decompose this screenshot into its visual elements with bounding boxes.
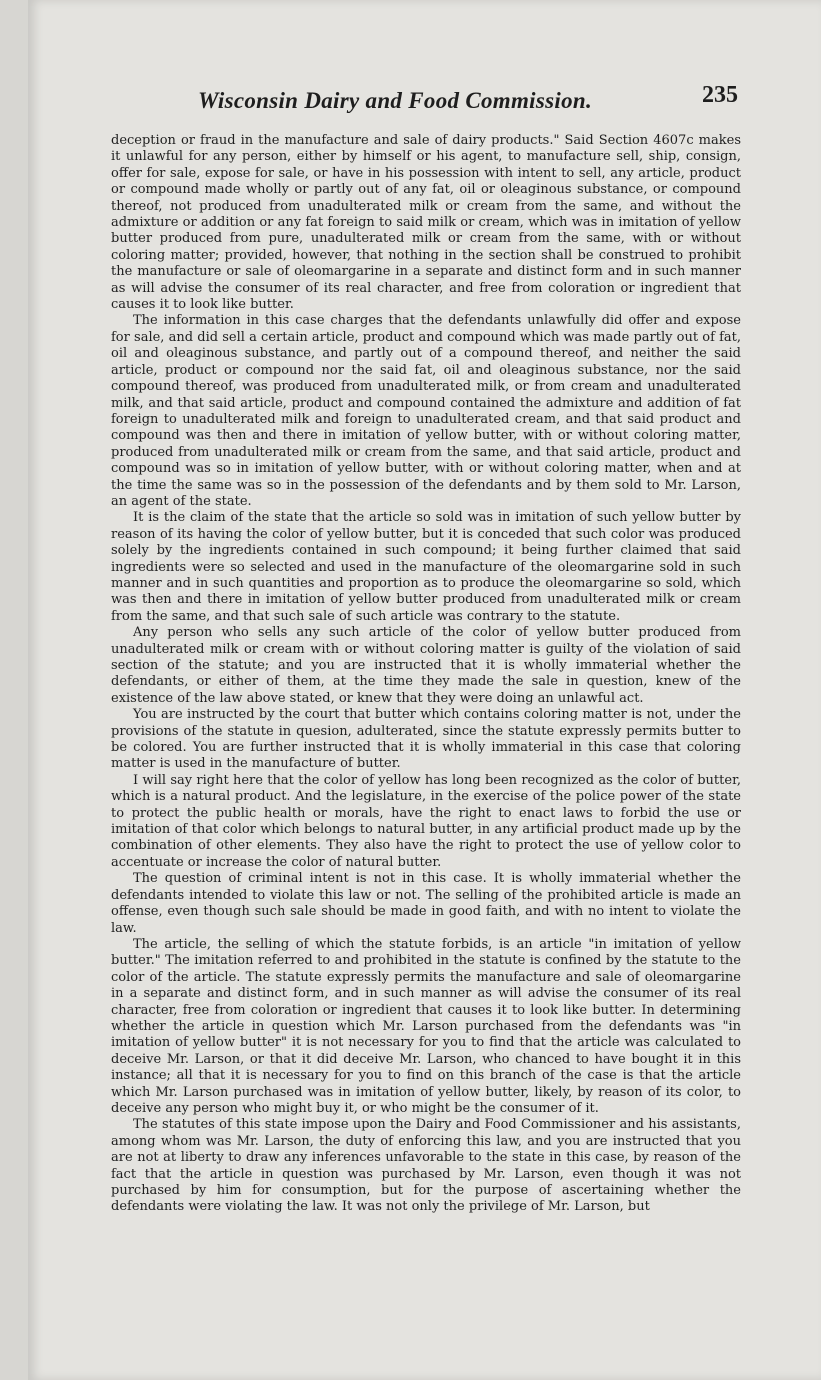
page-number: 235: [702, 82, 738, 108]
body-text: [111, 133, 741, 1216]
paragraph: The information in this case charges that the defendants unlawfully did offer and expose for sale, and did sell a certain article, product and compound which was made partly out of fat, oil and oleaginous substance, and partly out of a compound thereof, and neither the said article, product or compound nor the said fat, oil and oleaginous substance, nor the said compound thereof, was produced from unadulterated milk, or from cream and unadulterated milk, and that said article, product and compound contained the admixture and addition of fat foreign to unadulterated milk and foreign to unadulterated cream, and that said product and compound was then and there in imitation of yellow butter, with or without coloring matter, produced from unadulterated milk or cream from the same, and that said article, product and compound was so in imitation of yellow butter, with or without coloring matter, when and at the time the same was so in the possession of the defendants and by them sold to Mr. Larson, an agent of the state.: [111, 313, 741, 509]
paragraph: deception or fraud in the manufacture and sale of dairy products." Said Section 4607c makes it unlawful for any person, either by himself or his agent, to manufacture sell, ship, consign, offer for sale, expose for sale, or have in his possession with intent to sell, any article, product or compound made wholly or partly out of any fat, oil or oleaginous substance, or compound thereof, not produced from unadulterated milk or cream from the same, and without the admixture or addition or any fat foreign to said milk or cream, which was in imitation of yellow butter produced from pure, unadulterated milk or cream from the same, with or without coloring matter; provided, however, that nothing in the section shall be construed to prohibit the manufacture or sale of oleomargarine in a separate and distinct form and in such manner as will advise the consumer of its real character, and free from coloration or ingredient that causes it to look like butter.: [111, 133, 741, 313]
paragraph: The article, the selling of which the statute forbids, is an article "in imitation of yellow butter." The imitation referred to and prohibited in the statute is confined by the statute to the color of the article. The statute expressly permits the manufacture and sale of oleomargarine in a separate and distinct form, and in such manner as will advise the consumer of its real character, free from coloration or ingredient that causes it to look like butter. In determining whether the article in question which Mr. Larson purchased from the defendants was "in imitation of yellow butter" it is not necessary for you to find that the article was calculated to deceive Mr. Larson, or that it did deceive Mr. Larson, who chanced to have bought it in this instance; all that it is necessary for you to find on this branch of the case is that the article which Mr. Larson purchased was in imitation of yellow butter, likely, by reason of its color, to deceive any person who might buy it, or who might be the consumer of it.: [111, 936, 741, 1116]
paragraph: It is the claim of the state that the article so sold was in imitation of such yellow butter by reason of its having the color of yellow butter, but it is conceded that such color was produced solely by the ingredients contained in such compound; it being further claimed that said ingredients were so selected and used in the manufacture of the oleomargarine sold in such manner and in such quantities and proportion as to produce the oleomargarine so sold, which was then and there in imitation of yellow butter produced from unadulterated milk or cream from the same, and that such sale of such article was contrary to the statute.: [111, 510, 741, 624]
running-head: [198, 82, 738, 122]
running-title: Wisconsin Dairy and Food Commission.: [198, 88, 593, 113]
paragraph: You are instructed by the court that butter which contains coloring matter is not, under the provisions of the statute in quesion, adulterated, since the statute expressly permits butter to be colored. You are further instructed that it is wholly immaterial in this case that coloring matter is used in the manufacture of butter.: [111, 707, 741, 772]
document-page: [28, 0, 821, 1380]
paragraph: Any person who sells any such article of the color of yellow butter produced from unadulterated milk or cream with or without coloring matter is guilty of the violation of said section of the statute; and you are instructed that it is wholly immaterial whether the defendants, or either of them, at the time they made the sale in question, knew of the existence of the law above stated, or knew that they were doing an unlawful act.: [111, 625, 741, 706]
paragraph: The statutes of this state impose upon the Dairy and Food Commissioner and his assistants, among whom was Mr. Larson, the duty of enforcing this law, and you are instructed that you are not at liberty to draw any inferences unfavorable to the state in this case, by reason of the fact that the article in question was purchased by Mr. Larson, even though it was not purchased by him for consumption, but for the purpose of ascertaining whether the defendants were violating the law. It was not only the privilege of Mr. Larson, but: [111, 1117, 741, 1215]
paragraph: I will say right here that the color of yellow has long been recognized as the color of butter, which is a natural product. And the legislature, in the exercise of the police power of the state to protect the public health or morals, have the right to enact laws to forbid the use or imitation of that color which belongs to natural butter, in any artificial product made up by the combination of other elements. They also have the right to protect the use of yellow color to accentuate or increase the color of natural butter.: [111, 772, 741, 870]
paragraph: The question of criminal intent is not in this case. It is wholly immaterial whether the defendants intended to violate this law or not. The selling of the prohibited article is made an offense, even though such sale should be made in good faith, and with no intent to violate the law.: [111, 871, 741, 936]
